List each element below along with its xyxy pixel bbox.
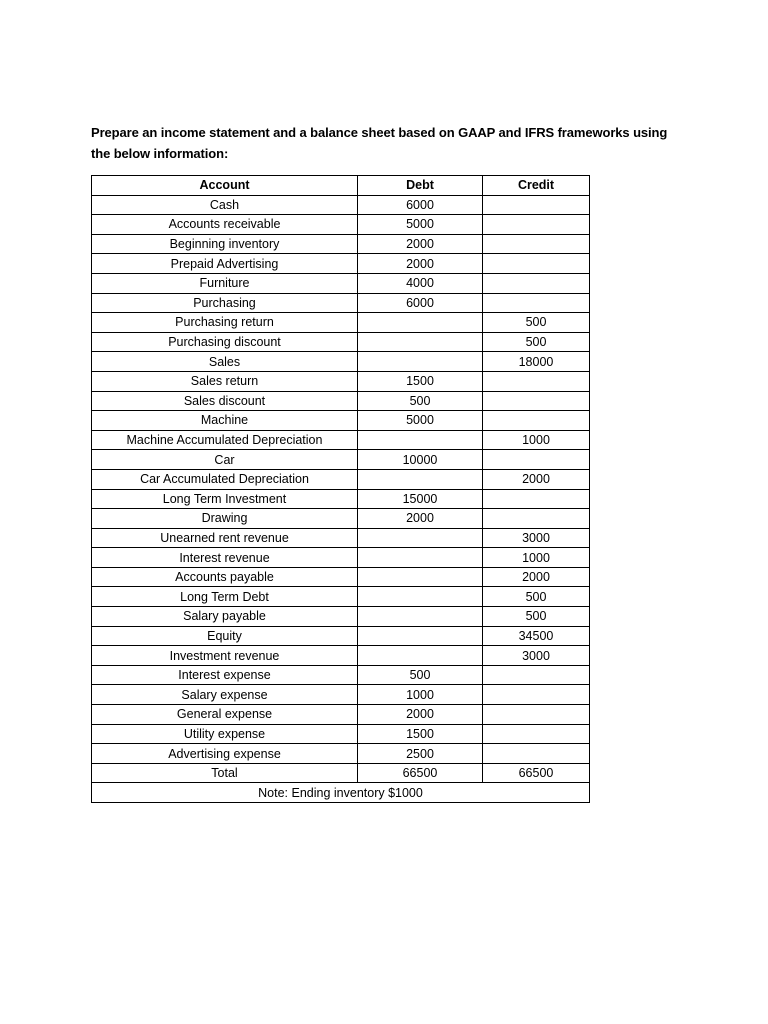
- table-row: [92, 567, 590, 587]
- credit-cell: 500: [483, 607, 590, 627]
- debit-cell: 2000: [358, 234, 483, 254]
- credit-cell: [483, 724, 590, 744]
- debit-cell: 1500: [358, 371, 483, 391]
- account-cell: Drawing: [92, 509, 358, 529]
- prompt-line-2: the below information:: [91, 146, 229, 161]
- table-row: [92, 313, 590, 333]
- credit-cell: [483, 489, 590, 509]
- account-cell: Machine Accumulated Depreciation: [92, 430, 358, 450]
- table-row: [92, 352, 590, 372]
- table-row: [92, 587, 590, 607]
- credit-cell: [483, 371, 590, 391]
- account-cell: Salary payable: [92, 607, 358, 627]
- credit-cell: [483, 391, 590, 411]
- debit-cell: 2000: [358, 705, 483, 725]
- credit-cell: [483, 450, 590, 470]
- table-row: [92, 195, 590, 215]
- debit-cell: [358, 646, 483, 666]
- header-account: Account: [92, 176, 358, 196]
- debit-cell: 1500: [358, 724, 483, 744]
- table-row: [92, 371, 590, 391]
- table-row: [92, 744, 590, 764]
- debit-cell: [358, 607, 483, 627]
- debit-cell: 2500: [358, 744, 483, 764]
- credit-cell: 500: [483, 332, 590, 352]
- credit-cell: [483, 685, 590, 705]
- debit-cell: [358, 567, 483, 587]
- credit-cell: [483, 273, 590, 293]
- credit-cell: 34500: [483, 626, 590, 646]
- account-cell: Equity: [92, 626, 358, 646]
- table-row: [92, 665, 590, 685]
- account-cell: Long Term Investment: [92, 489, 358, 509]
- account-cell: Furniture: [92, 273, 358, 293]
- table-row: [92, 273, 590, 293]
- table-row: [92, 685, 590, 705]
- table-row: [92, 450, 590, 470]
- table-row: [92, 489, 590, 509]
- account-cell: General expense: [92, 705, 358, 725]
- table-body: [92, 195, 590, 783]
- account-cell: Investment revenue: [92, 646, 358, 666]
- account-cell: Long Term Debt: [92, 587, 358, 607]
- table-row: [92, 607, 590, 627]
- account-cell: Machine: [92, 411, 358, 431]
- debit-cell: [358, 352, 483, 372]
- header-credit: Credit: [483, 176, 590, 196]
- debit-cell: 500: [358, 665, 483, 685]
- debit-cell: 4000: [358, 273, 483, 293]
- debit-cell: [358, 430, 483, 450]
- debit-cell: 2000: [358, 254, 483, 274]
- debit-cell: 6000: [358, 195, 483, 215]
- debit-cell: [358, 626, 483, 646]
- credit-cell: [483, 744, 590, 764]
- debit-cell: 10000: [358, 450, 483, 470]
- credit-cell: [483, 509, 590, 529]
- credit-cell: 2000: [483, 469, 590, 489]
- note-row: [92, 783, 590, 803]
- table-row: [92, 646, 590, 666]
- table-header-row: [92, 176, 590, 196]
- credit-cell: 3000: [483, 528, 590, 548]
- credit-cell: 500: [483, 587, 590, 607]
- account-cell: Car: [92, 450, 358, 470]
- credit-cell: 1000: [483, 430, 590, 450]
- account-cell: Total: [92, 763, 358, 783]
- debit-cell: 1000: [358, 685, 483, 705]
- table-row: [92, 215, 590, 235]
- account-cell: Prepaid Advertising: [92, 254, 358, 274]
- debit-cell: [358, 332, 483, 352]
- table-row: [92, 332, 590, 352]
- debit-cell: [358, 528, 483, 548]
- credit-cell: 66500: [483, 763, 590, 783]
- debit-cell: 500: [358, 391, 483, 411]
- debit-cell: 6000: [358, 293, 483, 313]
- header-debit: Debt: [358, 176, 483, 196]
- table-row: [92, 509, 590, 529]
- debit-cell: [358, 469, 483, 489]
- debit-cell: 15000: [358, 489, 483, 509]
- credit-cell: [483, 293, 590, 313]
- question-prompt: [91, 122, 691, 164]
- debit-cell: [358, 587, 483, 607]
- debit-cell: 5000: [358, 411, 483, 431]
- credit-cell: 18000: [483, 352, 590, 372]
- account-cell: Beginning inventory: [92, 234, 358, 254]
- account-cell: Interest revenue: [92, 548, 358, 568]
- credit-cell: [483, 195, 590, 215]
- credit-cell: 2000: [483, 567, 590, 587]
- table-row: [92, 293, 590, 313]
- account-cell: Purchasing discount: [92, 332, 358, 352]
- debit-cell: [358, 548, 483, 568]
- table-row: [92, 469, 590, 489]
- credit-cell: 1000: [483, 548, 590, 568]
- table-row: [92, 411, 590, 431]
- account-cell: Car Accumulated Depreciation: [92, 469, 358, 489]
- ending-inventory-note: Note: Ending inventory $1000: [92, 783, 590, 803]
- credit-cell: [483, 665, 590, 685]
- debit-cell: [358, 313, 483, 333]
- credit-cell: [483, 705, 590, 725]
- account-cell: Salary expense: [92, 685, 358, 705]
- credit-cell: [483, 215, 590, 235]
- debit-cell: 2000: [358, 509, 483, 529]
- table-row: [92, 763, 590, 783]
- account-cell: Interest expense: [92, 665, 358, 685]
- trial-balance-table: [91, 175, 590, 803]
- debit-cell: 66500: [358, 763, 483, 783]
- account-cell: Purchasing return: [92, 313, 358, 333]
- table-row: [92, 254, 590, 274]
- prompt-line-1: Prepare an income statement and a balance sheet based on GAAP and IFRS frameworks using: [91, 125, 668, 140]
- account-cell: Sales: [92, 352, 358, 372]
- account-cell: Purchasing: [92, 293, 358, 313]
- table-row: [92, 705, 590, 725]
- table-row: [92, 430, 590, 450]
- credit-cell: 500: [483, 313, 590, 333]
- table-row: [92, 626, 590, 646]
- account-cell: Cash: [92, 195, 358, 215]
- credit-cell: 3000: [483, 646, 590, 666]
- account-cell: Sales discount: [92, 391, 358, 411]
- credit-cell: [483, 234, 590, 254]
- table-row: [92, 548, 590, 568]
- credit-cell: [483, 411, 590, 431]
- credit-cell: [483, 254, 590, 274]
- account-cell: Advertising expense: [92, 744, 358, 764]
- table-row: [92, 724, 590, 744]
- debit-cell: 5000: [358, 215, 483, 235]
- table-row: [92, 528, 590, 548]
- account-cell: Accounts payable: [92, 567, 358, 587]
- account-cell: Unearned rent revenue: [92, 528, 358, 548]
- account-cell: Utility expense: [92, 724, 358, 744]
- account-cell: Accounts receivable: [92, 215, 358, 235]
- account-cell: Sales return: [92, 371, 358, 391]
- table-row: [92, 234, 590, 254]
- table-row: [92, 391, 590, 411]
